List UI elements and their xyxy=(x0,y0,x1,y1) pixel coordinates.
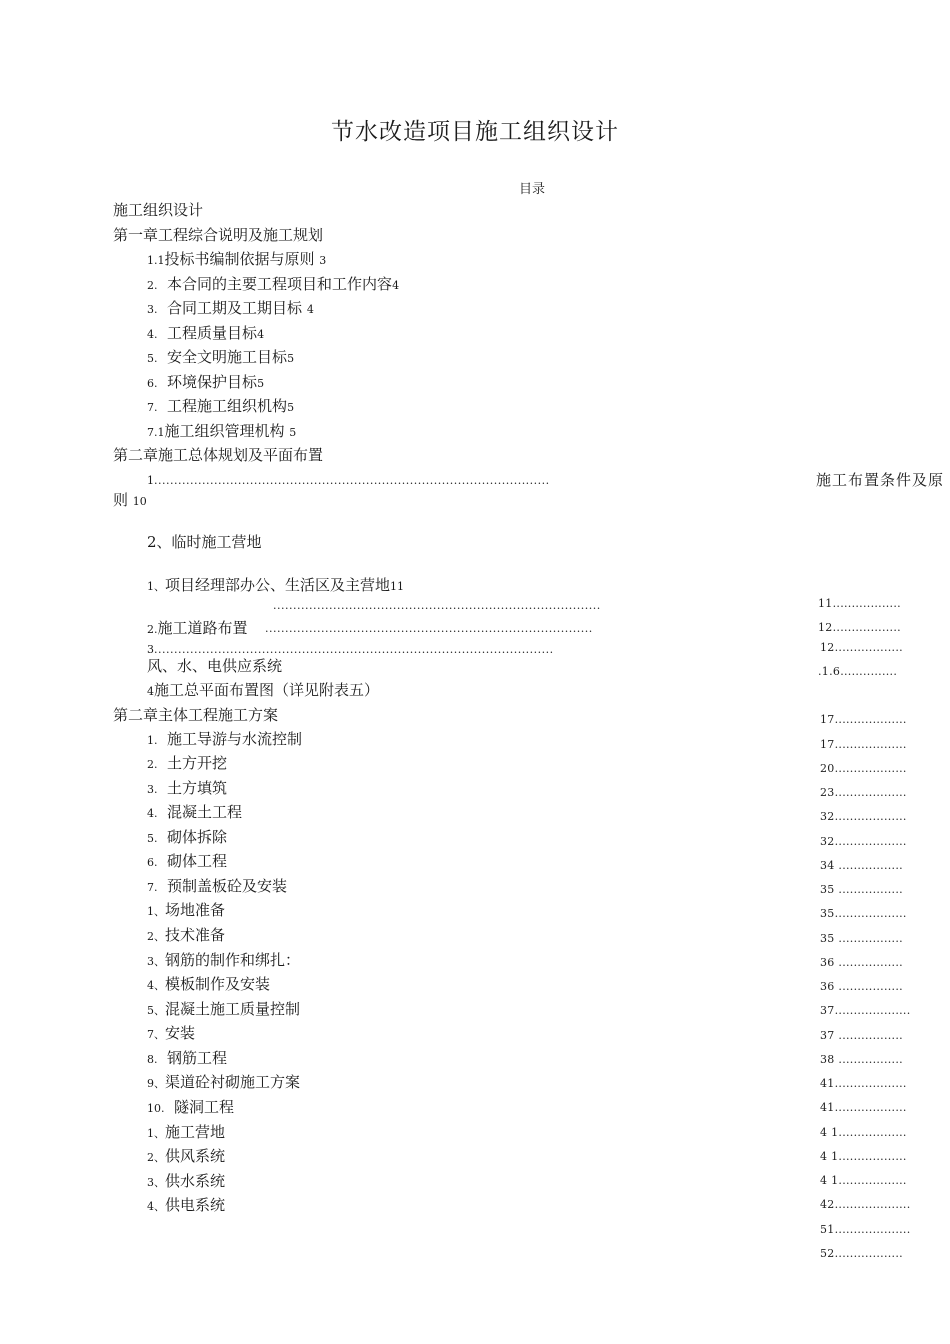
toc-entry-text: 环境保护目标 xyxy=(167,373,258,391)
toc-entry xyxy=(147,298,314,320)
toc-entry-title: 施工组织设计 xyxy=(113,201,204,219)
toc-entry-number: 3. xyxy=(147,643,158,656)
toc-entry-page: 4 xyxy=(306,303,314,316)
toc-entry-text: 施工道路布置 xyxy=(157,619,248,637)
toc-entry xyxy=(147,778,227,800)
page-number-column-item: 32................... xyxy=(820,810,907,823)
page-number-column-item: 4 1.................. xyxy=(820,1174,907,1187)
toc-entry-text: 土方填筑 xyxy=(167,779,228,797)
toc-entry-text-continued xyxy=(113,490,147,512)
toc-entry xyxy=(147,1072,300,1094)
toc-entry-text: 投标书编制依据与原则 xyxy=(164,250,315,268)
page-number-column-item: 36 ................. xyxy=(820,980,903,993)
toc-entry-page: 5 xyxy=(257,377,265,390)
toc-entry-number: 1、 xyxy=(147,1127,165,1140)
toc-entry xyxy=(147,950,300,972)
toc-entry-number: 1、 xyxy=(147,905,165,918)
toc-entry xyxy=(147,372,264,394)
toc-chapter-2: 第二章施工总体规划及平面布置 xyxy=(113,446,324,464)
page-number-column-item: 12.................. xyxy=(818,621,901,634)
toc-entry-number: 7. xyxy=(147,401,158,414)
toc-entry-number: 8. xyxy=(147,1053,158,1066)
toc-leader-dots: ................................................................................................... xyxy=(158,643,554,656)
toc-entry-page: 4 xyxy=(257,328,265,341)
toc-entry xyxy=(147,680,379,702)
toc-entry-text: 施工导游与水流控制 xyxy=(167,730,303,748)
toc-entry-number: 1. xyxy=(147,474,158,487)
toc-entry-number: 7、 xyxy=(147,1028,165,1041)
toc-entry xyxy=(147,249,326,271)
toc-entry-text: 钢筋工程 xyxy=(167,1049,228,1067)
toc-entry-number: 3. xyxy=(147,783,158,796)
toc-entry-text: 钢筋的制作和绑扎： xyxy=(165,951,301,969)
toc-entry-number: 4 xyxy=(147,685,154,698)
toc-entry-text: 供风系统 xyxy=(165,1147,226,1165)
page-number-column-item: 4 1.................. xyxy=(820,1150,907,1163)
toc-entry-number: 1、 xyxy=(147,580,165,593)
toc-entry xyxy=(147,323,264,345)
toc-entry-text: 施工布置条件及原 xyxy=(816,471,945,489)
toc-entry-number: 7.1 xyxy=(147,426,165,439)
toc-entry-text: 混凝土施工质量控制 xyxy=(165,1000,301,1018)
toc-entry-number: 6. xyxy=(147,377,158,390)
toc-leader-dots: .................................................................................. xyxy=(265,622,593,635)
toc-heading: 目录 xyxy=(518,182,545,197)
page-number-column-item: 11.................. xyxy=(818,597,901,610)
toc-entry-text: 渠道砼衬砌施工方案 xyxy=(165,1073,301,1091)
toc-entry xyxy=(147,421,296,443)
toc-entry-text: 混凝土工程 xyxy=(167,803,243,821)
toc-entry-text: 施工总平面布置图（详见附表五） xyxy=(154,681,380,699)
toc-entry-number: 3、 xyxy=(147,955,165,968)
toc-entry xyxy=(147,575,404,597)
toc-entry-number: 4. xyxy=(147,807,158,820)
toc-entry xyxy=(147,876,287,898)
toc-entry-text: 场地准备 xyxy=(165,901,226,919)
page-number-column-item: 35................... xyxy=(820,907,907,920)
page-number-column-item: 42.................... xyxy=(820,1198,911,1211)
toc-entry-page: 11 xyxy=(390,580,405,593)
toc-entry-number: 5、 xyxy=(147,1004,165,1017)
toc-entry-text: 砌体拆除 xyxy=(167,828,228,846)
toc-entry-number: 2、 xyxy=(147,930,165,943)
toc-entry-page: 10 xyxy=(132,495,147,508)
toc-entry xyxy=(147,1048,227,1070)
page-number-column-item: 17................... xyxy=(820,713,907,726)
page-number-column-item: 17................... xyxy=(820,738,907,751)
page-number-column-item: 35 ................. xyxy=(820,883,903,896)
toc-entry-text: 项目经理部办公、生活区及主营地 xyxy=(165,576,391,594)
toc-entry-number: 7. xyxy=(147,881,158,894)
toc-entry-text: 安装 xyxy=(165,1024,196,1042)
toc-entry xyxy=(147,925,225,947)
toc-entry-page: 5 xyxy=(287,401,295,414)
toc-entry-text: 安全文明施工目标 xyxy=(167,348,288,366)
page-number-column-item: 20................... xyxy=(820,762,907,775)
page-number-column-item: 41................... xyxy=(820,1077,907,1090)
toc-leader-dots: .................................................................................. xyxy=(273,599,601,612)
toc-entry xyxy=(147,851,227,873)
toc-leader-dots: .................................................................................................. xyxy=(158,474,550,487)
toc-entry-text: 隧洞工程 xyxy=(174,1098,235,1116)
toc-entry-number: 5. xyxy=(147,352,158,365)
page-number-column-item: 41................... xyxy=(820,1101,907,1114)
toc-entry-text: 施工组织管理机构 xyxy=(164,422,285,440)
toc-entry-page: 3 xyxy=(319,254,327,267)
toc-entry-text-wrap: 则 xyxy=(113,491,129,509)
toc-entry-number: 2. xyxy=(147,279,158,292)
toc-entry xyxy=(147,729,302,751)
toc-entry-text: 模板制作及安装 xyxy=(165,975,271,993)
toc-entry-text: 砌体工程 xyxy=(167,852,228,870)
toc-entry xyxy=(147,1195,225,1217)
toc-entry xyxy=(147,1023,195,1045)
toc-entry-text: 2、临时施工营地 xyxy=(147,533,262,551)
page-number-column-item: 51.................... xyxy=(820,1223,911,1236)
page-number-column-item: 37 ................. xyxy=(820,1029,903,1042)
toc-entry-number: 6. xyxy=(147,856,158,869)
page-number-column-item: 38 ................. xyxy=(820,1053,903,1066)
toc-entry xyxy=(147,974,270,996)
toc-entry-number: 5. xyxy=(147,832,158,845)
toc-entry-number: 9、 xyxy=(147,1077,165,1090)
toc-entry-page: 5 xyxy=(289,426,297,439)
page-number-column-item: .1.6............... xyxy=(818,665,898,678)
page-number-column-item: 52.................. xyxy=(820,1247,903,1260)
toc-entry-number: 2. xyxy=(147,758,158,771)
toc-entry xyxy=(147,618,248,640)
toc-entry-page: 5 xyxy=(287,352,295,365)
toc-entry xyxy=(147,1097,234,1119)
toc-entry-text: 工程施工组织机构 xyxy=(167,397,288,415)
toc-entry-number: 2. xyxy=(147,623,158,636)
toc-entry-number: 10. xyxy=(147,1102,165,1115)
toc-entry-text: 工程质量目标 xyxy=(167,324,258,342)
toc-entry-text: 本合同的主要工程项目和工作内容 xyxy=(167,275,393,293)
toc-entry xyxy=(147,274,399,296)
toc-entry xyxy=(147,1122,225,1144)
toc-chapter-1: 第一章工程综合说明及施工规划 xyxy=(113,226,324,244)
toc-entry xyxy=(147,753,227,775)
toc-entry-text: 土方开挖 xyxy=(167,754,228,772)
toc-entry-text: 供水系统 xyxy=(165,1172,226,1190)
toc-entry-number: 4、 xyxy=(147,979,165,992)
toc-entry xyxy=(147,1146,225,1168)
page-number-column-item: 36 ................. xyxy=(820,956,903,969)
page-number-column-item: 23................... xyxy=(820,786,907,799)
toc-entry-number: 4、 xyxy=(147,1200,165,1213)
toc-chapter-3: 第二章主体工程施工方案 xyxy=(113,706,279,724)
toc-entry-page: 4 xyxy=(392,279,400,292)
toc-entry-number: 1. xyxy=(147,734,158,747)
toc-entry xyxy=(147,347,294,369)
toc-entry-text: 供电系统 xyxy=(165,1196,226,1214)
toc-entry-number: 4. xyxy=(147,328,158,341)
toc-entry xyxy=(147,1171,225,1193)
page-number-column-item: 37.................... xyxy=(820,1004,911,1017)
toc-entry-text: 预制盖板砼及安装 xyxy=(167,877,288,895)
toc-entry-number: 3、 xyxy=(147,1176,165,1189)
toc-entry-text: 风、水、电供应系统 xyxy=(147,657,283,675)
toc-entry-number: 2、 xyxy=(147,1151,165,1164)
page-number-column-item: 35 ................. xyxy=(820,932,903,945)
toc-entry xyxy=(147,999,300,1021)
page-number-column-item: 12.................. xyxy=(820,641,903,654)
page-number-column-item: 34 ................. xyxy=(820,859,903,872)
toc-entry-number: 1.1 xyxy=(147,254,165,267)
toc-entry-text: 施工营地 xyxy=(165,1123,226,1141)
document-title: 节水改造项目施工组织设计 xyxy=(331,119,619,145)
toc-entry-text: 合同工期及工期目标 xyxy=(167,299,303,317)
toc-entry xyxy=(147,802,242,824)
toc-entry xyxy=(147,827,227,849)
toc-entry xyxy=(147,396,294,418)
page-number-column-item: 4 1.................. xyxy=(820,1126,907,1139)
toc-entry-text: 技术准备 xyxy=(165,926,226,944)
toc-entry-number: 3. xyxy=(147,303,158,316)
page-number-column-item: 32................... xyxy=(820,835,907,848)
toc-entry xyxy=(147,900,225,922)
